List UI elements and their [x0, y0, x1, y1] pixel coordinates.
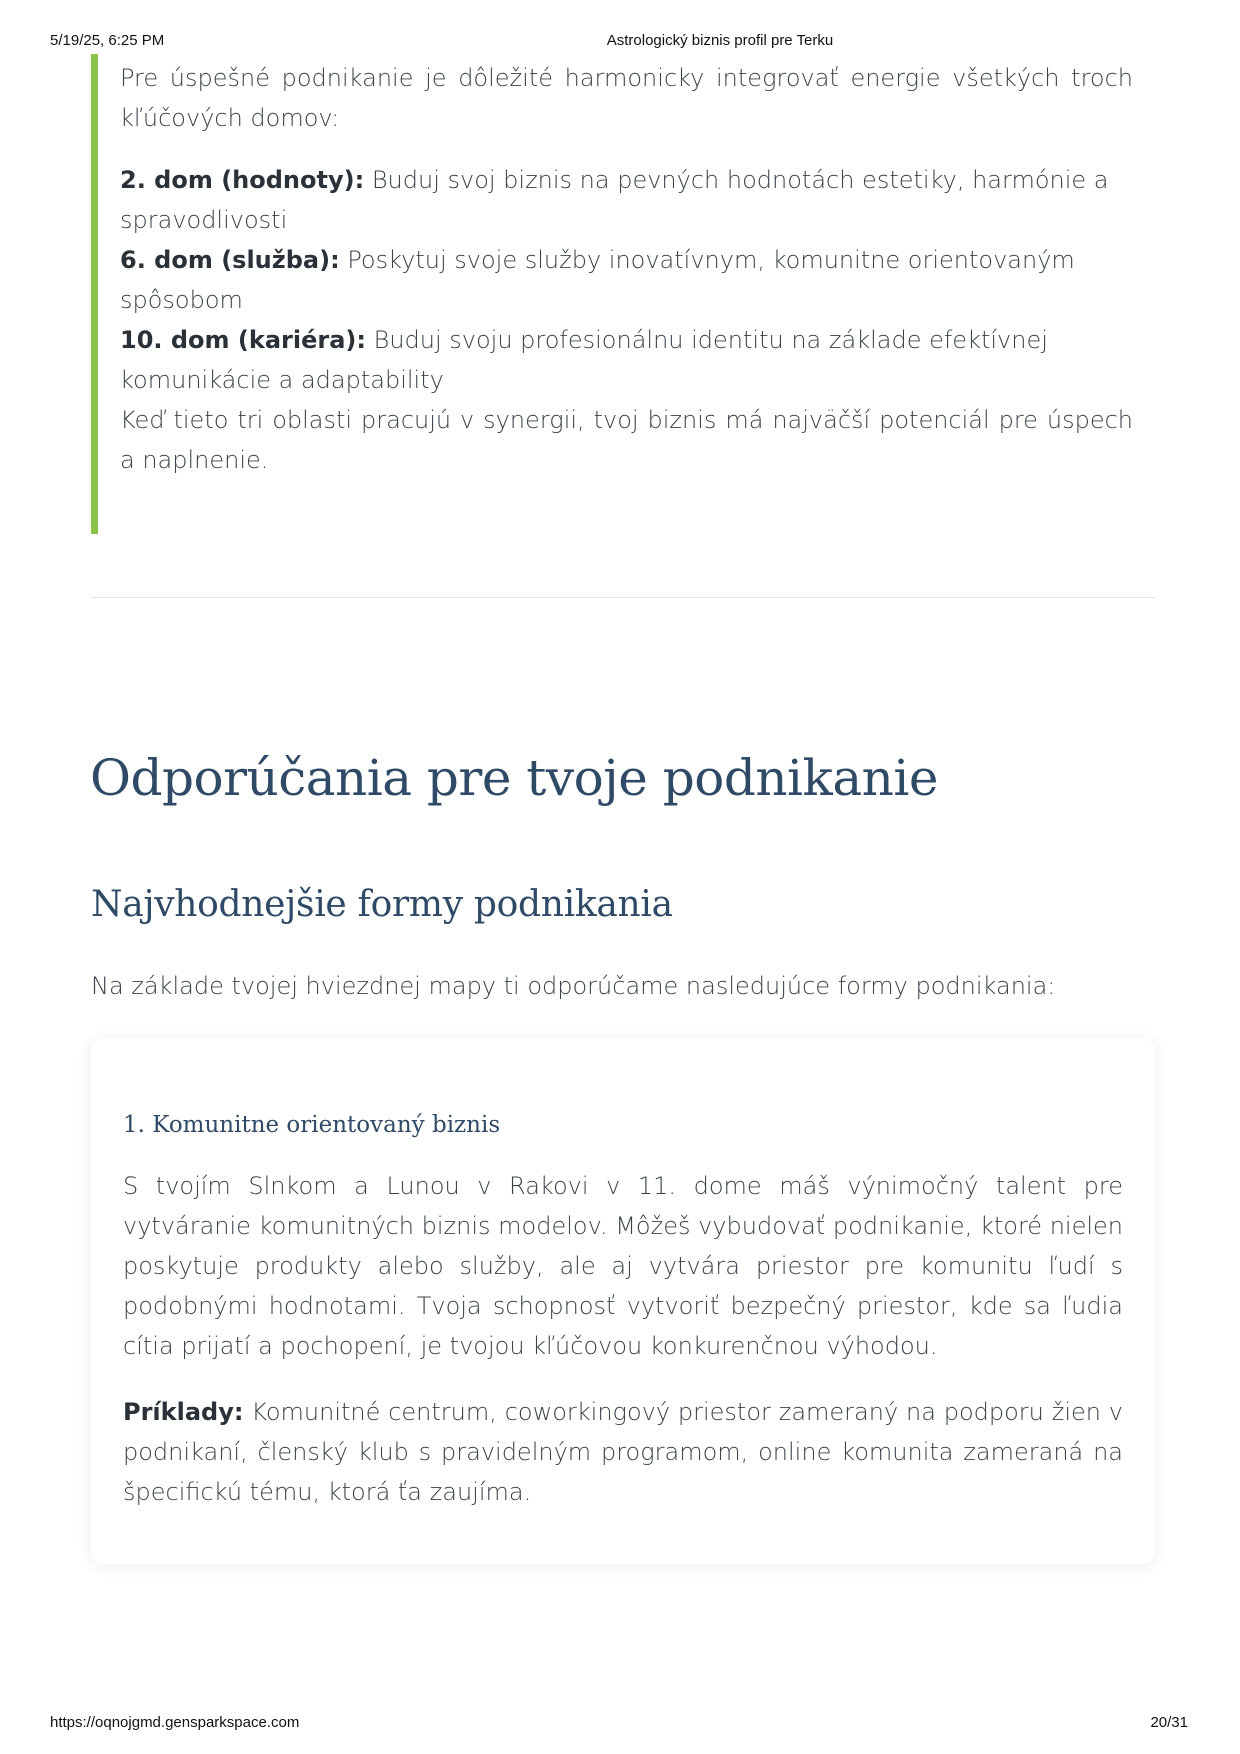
house-label: 10. dom (kariéra):: [120, 326, 366, 354]
house-label: 2. dom (hodnoty):: [120, 166, 365, 194]
section-title: Odporúčania pre tvoje podnikanie: [90, 749, 938, 807]
print-header-title: Astrologický biznis profil pre Terku: [606, 32, 834, 49]
house-item-10: [120, 320, 1133, 400]
section-subtitle: Najvhodnejšie formy podnikania: [91, 884, 673, 925]
houses-summary-quote: [91, 54, 1133, 534]
house-label: 6. dom (služba):: [120, 246, 340, 274]
house-text: Buduj svoju profesionálnu identitu na základe efektívnej komunikácie a adaptability: [120, 326, 1048, 394]
card-title: 1. Komunitne orientovaný biznis: [123, 1112, 501, 1138]
house-text: Buduj svoj biznis na pevných hodnotách estetiky, harmónie a spravodlivosti: [120, 166, 1109, 234]
section-lead: Na základe tvojej hviezdnej mapy ti odporúčame nasledujúce formy podnikania:: [91, 972, 1056, 1000]
business-form-card: [91, 1038, 1155, 1564]
examples-label: Príklady:: [123, 1398, 244, 1426]
card-description: S tvojím Slnkom a Lunou v Rakovi v 11. dome máš výnimočný talent pre vytváranie komunitných biznis modelov. Môžeš vybudovať podnikanie, ktoré nielen poskytuje produkty alebo služby, ale aj vytvára priestor pre komunitu ľudí s podobnými hodnotami. Tvoja schopnosť vytvoriť bezpečný priestor, kde sa ľudia cítia prijatí a pochopení, je tvojou kľúčovou konkurenčnou výhodou.: [123, 1172, 1123, 1360]
print-footer-page: 20/31: [1150, 1714, 1188, 1731]
section-divider: [91, 597, 1155, 598]
examples-text: Komunitné centrum, coworkingový priestor zameraný na podporu žien v podnikaní, členský klub s pravidelným programom, online komunita zameraná na špecifickú tému, ktorá ťa zaujíma.: [123, 1398, 1123, 1506]
house-item-6: [120, 240, 1133, 320]
house-item-2: [120, 160, 1133, 240]
print-header-datetime: 5/19/25, 6:25 PM: [50, 32, 165, 49]
quote-outro: Keď tieto tri oblasti pracujú v synergii, tvoj biznis má najväčší potenciál pre úspech a naplnenie.: [120, 406, 1133, 474]
quote-intro: Pre úspešné podnikanie je dôležité harmonicky integrovať energie všetkých troch kľúčových domov:: [120, 64, 1133, 132]
print-footer-url: https://oqnojgmd.gensparkspace.com: [50, 1714, 300, 1731]
house-text: Poskytuj svoje služby inovatívnym, komunitne orientovaným spôsobom: [120, 246, 1075, 314]
card-examples: [123, 1392, 1123, 1512]
house-list: [120, 160, 1133, 400]
